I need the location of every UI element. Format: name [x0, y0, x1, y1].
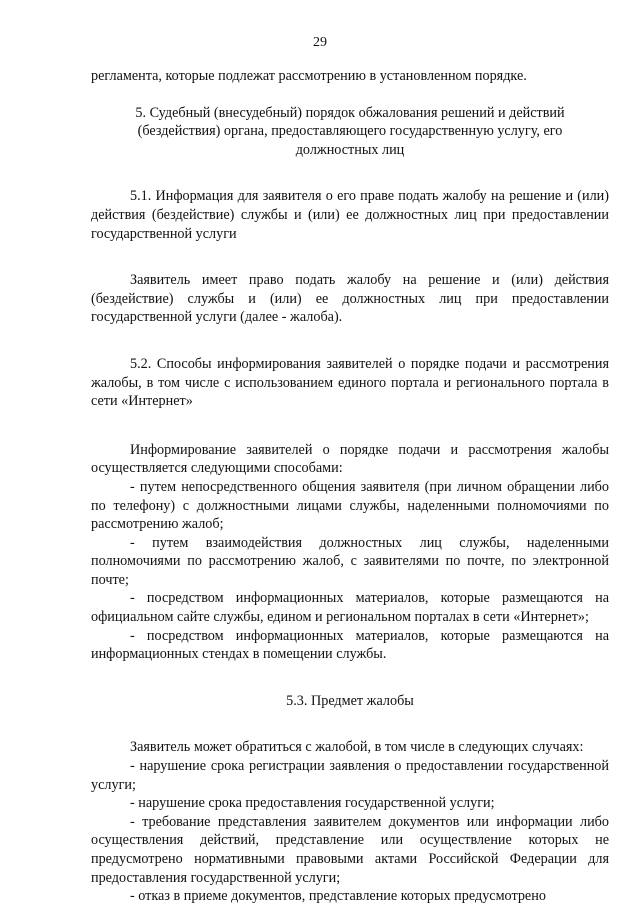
- section-5-3-intro: Заявитель может обратиться с жалобой, в том числе в следующих случаях:: [130, 739, 584, 756]
- page-content: [91, 67, 609, 906]
- section-5-1-heading: 5.1. Информация для заявителя о его праве подать жалобу на решение и (или) действия (бездействие) службы и (или) ее должностных лиц при предоставлении государственной услуги: [91, 188, 609, 242]
- list-item: - путем взаимодействия должностных лиц службы, наделенными полномочиями по рассмотрению жалоб, с заявителями по почте, по электронной почте;: [91, 534, 609, 588]
- list-item: - отказ в приеме документов, представление которых предусмотрено: [130, 888, 546, 905]
- list-item: - путем непосредственного общения заявителя (при личном обращении либо по телефону) с должностными лицами службы, наделенными полномочиями по рассмотрению жалоб;: [91, 478, 609, 533]
- section-5-1-body: Заявитель имеет право подать жалобу на решение и (или) действия (бездействие) службы и (или) ее должностных лиц при предоставлении государственной услуги (далее - жалоба).: [91, 272, 609, 326]
- section-5-3-heading: 5.3. Предмет жалобы: [286, 692, 414, 709]
- section-5-2-heading: 5.2. Способы информирования заявителей о порядке подачи и рассмотрения жалобы, в том числе с использованием единого портала и регионального портала в сети «Интернет»: [91, 355, 609, 410]
- list-item: - нарушение срока предоставления государственной услуги;: [130, 795, 495, 812]
- list-item: - посредством информационных материалов, которые размещаются на информационных стендах в помещении службы.: [91, 627, 609, 663]
- page-number: 29: [313, 35, 327, 50]
- section-5-2-intro: Информирование заявителей о порядке подачи и рассмотрения жалобы осуществляется следующими способами:: [91, 441, 609, 477]
- list-item: - нарушение срока регистрации заявления о предоставлении государственной услуги;: [91, 758, 609, 793]
- intro-line: регламента, которые подлежат рассмотрению в установленном порядке.: [91, 68, 527, 84]
- list-item: - требование представления заявителем документов или информации либо осуществления действий, представление или осуществление которых не предусмотрено нормативными правовыми актами Российской Федерации для предоставления государственной услуги;: [91, 813, 609, 886]
- list-item: - посредством информационных материалов, которые размещаются на официальном сайте службы, едином и региональном порталах в сети «Интернет»;: [91, 590, 609, 626]
- section-5-heading: 5. Судебный (внесудебный) порядок обжалования решений и действий (бездействия) органа, предоставляющего государственную услугу, его должностных лиц: [135, 104, 565, 158]
